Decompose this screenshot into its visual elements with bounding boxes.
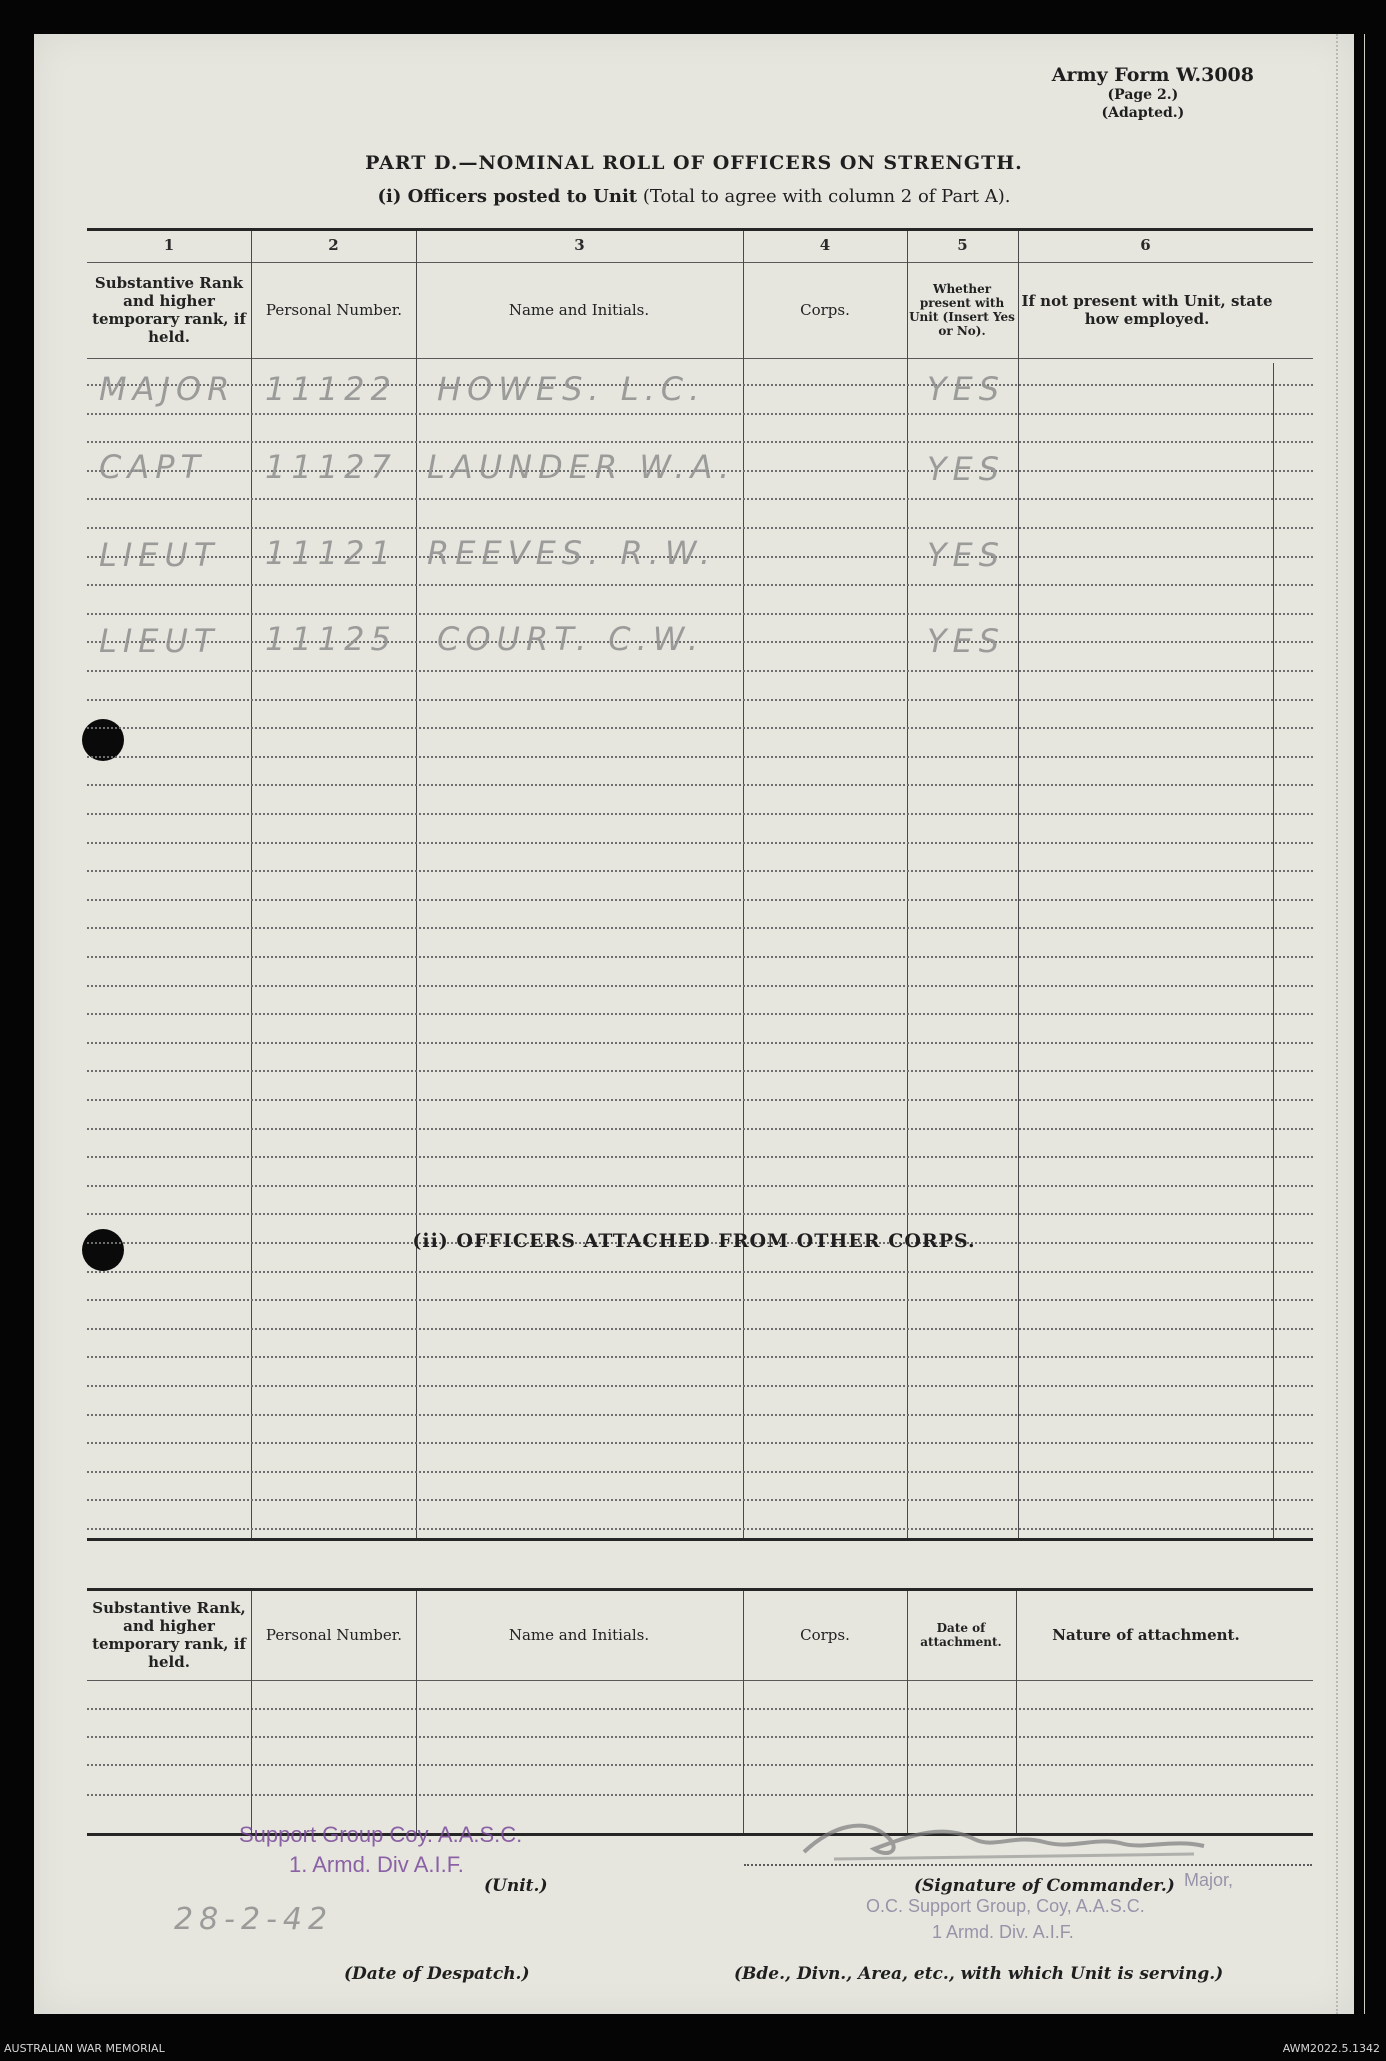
dotted-line-40 (87, 1528, 1313, 1530)
table-bottom-rule (87, 1538, 1313, 1541)
t2-divider-3 (743, 1591, 744, 1833)
col-number-6: 6 (1140, 236, 1151, 254)
dotted-line-38 (87, 1471, 1313, 1473)
dotted-line-19 (87, 927, 1313, 929)
col-divider-1 (251, 231, 252, 1538)
dotted-line-27 (87, 1156, 1313, 1158)
unit-label: (Unit.) (484, 1876, 548, 1896)
col-divider-4 (907, 231, 908, 1538)
row2-name: LAUNDER W.A. (427, 448, 736, 486)
form-page: (Page 2.) (1107, 87, 1179, 103)
row1-rank: MAJOR (99, 370, 236, 408)
row1-present: YES (927, 370, 1006, 408)
dotted-line-2 (87, 441, 1313, 443)
col-number-1: 1 (163, 236, 175, 254)
dotted-line-1 (87, 413, 1313, 415)
form-number: Army Form W.3008 (1051, 64, 1254, 86)
t2-header-personal-number: Personal Number. (265, 1626, 403, 1644)
table2-top-rule (87, 1588, 1313, 1591)
form-sheet (34, 34, 1354, 2014)
t2-divider-1 (251, 1591, 252, 1833)
unit-stamp-line2: 1. Armd. Div A.I.F. (289, 1852, 464, 1877)
dotted-line-14 (87, 784, 1313, 786)
header-corps: Corps. (800, 301, 850, 319)
dotted-line-20 (87, 956, 1313, 958)
dotted-line-10 (87, 670, 1313, 672)
caption-left: AUSTRALIAN WAR MEMORIAL (4, 2042, 165, 2055)
table2-dot-2 (87, 1736, 1313, 1738)
dotted-line-4 (87, 498, 1313, 500)
table-top-rule (87, 228, 1313, 231)
row3-name: REEVES. R.W. (427, 534, 717, 572)
header-employed: If not present with Unit, state how employed. (1021, 292, 1273, 328)
t2-header-nature: Nature of attachment. (1052, 1626, 1240, 1644)
row3-present: YES (927, 536, 1006, 574)
dotted-line-16 (87, 842, 1313, 844)
section-2-title: (ii) OFFICERS ATTACHED FROM OTHER CORPS. (412, 1230, 976, 1252)
table2-dot-1 (87, 1708, 1313, 1710)
dotted-line-28 (87, 1185, 1313, 1187)
t2-header-rank: Substantive Rank, and higher temporary rank, if held. (92, 1599, 246, 1671)
form-reference (1052, 64, 1254, 122)
dotted-line-5 (87, 527, 1313, 529)
dotted-line-39 (87, 1499, 1313, 1501)
col-divider-5 (1018, 231, 1019, 1538)
dotted-line-21 (87, 985, 1313, 987)
row2-rank: CAPT (99, 448, 207, 486)
dotted-line-36 (87, 1414, 1313, 1416)
t2-header-corps: Corps. (800, 1626, 850, 1644)
row4-present: YES (927, 622, 1006, 660)
sub-title (34, 186, 1354, 207)
date-label: (Date of Despatch.) (344, 1964, 530, 1984)
sub-title-bold: (i) Officers posted to Unit (377, 186, 638, 207)
row1-name: HOWES. L.C. (437, 370, 706, 408)
header-rank: Substantive Rank and higher temporary rank, if held. (92, 274, 246, 346)
col-number-4: 4 (819, 236, 831, 254)
dotted-line-34 (87, 1356, 1313, 1358)
signature-label: (Signature of Commander.) (914, 1876, 1175, 1896)
oc-stamp-line2: 1 Armd. Div. A.I.F. (932, 1922, 1074, 1942)
col-divider-3 (743, 231, 744, 1538)
perforation-line (1336, 34, 1340, 2014)
header-present: Whether present with Unit (Insert Yes or No). (909, 282, 1015, 338)
date-of-despatch: 28-2-42 (174, 1902, 334, 1937)
col-divider-2 (416, 231, 417, 1538)
row3-number: 11121 (265, 534, 397, 572)
bde-label: (Bde., Divn., Area, etc., with which Unit is serving.) (734, 1964, 1224, 1984)
dotted-line-23 (87, 1042, 1313, 1044)
oc-stamp-rank: Major, (1184, 1870, 1234, 1890)
header-name: Name and Initials. (508, 301, 650, 319)
table2-dot-4 (87, 1794, 1313, 1796)
dotted-line-29 (87, 1213, 1313, 1215)
dotted-line-15 (87, 813, 1313, 815)
dotted-line-22 (87, 1013, 1313, 1015)
dotted-line-26 (87, 1128, 1313, 1130)
col-number-5: 5 (957, 236, 968, 254)
row4-rank: LIEUT (99, 622, 220, 660)
form-adapted: (Adapted.) (1101, 105, 1185, 121)
header-bottom-rule (87, 358, 1313, 359)
dotted-line-7 (87, 584, 1313, 586)
table2-dot-3 (87, 1764, 1313, 1766)
row3-rank: LIEUT (99, 536, 220, 574)
t2-header-date: Date of attachment. (920, 1621, 1002, 1649)
officers-posted-table (87, 228, 1313, 1548)
dotted-line-13 (87, 756, 1313, 758)
sub-title-rest: (Total to agree with column 2 of Part A). (637, 186, 1011, 207)
row2-number: 11127 (265, 448, 397, 486)
row4-number: 11125 (265, 620, 397, 658)
row2-present: YES (927, 450, 1006, 488)
t2-divider-4 (907, 1591, 908, 1833)
dotted-line-24 (87, 1070, 1313, 1072)
officers-attached-table (87, 1588, 1313, 1838)
dotted-line-17 (87, 870, 1313, 872)
dotted-line-11 (87, 699, 1313, 701)
dotted-line-25 (87, 1099, 1313, 1101)
dotted-line-33 (87, 1328, 1313, 1330)
unit-stamp-line1: Support Group Coy. A.A.S.C. (239, 1822, 523, 1847)
signature-mark (794, 1804, 1214, 1874)
t2-divider-2 (416, 1591, 417, 1833)
oc-stamp-line1: O.C. Support Group, Coy, A.A.S.C. (866, 1896, 1145, 1916)
dotted-line-8 (87, 613, 1313, 615)
part-title: PART D.—NOMINAL ROLL OF OFFICERS ON STRENGTH. (365, 152, 1023, 174)
sheet-edge (1364, 34, 1367, 2014)
row4-name: COURT. C.W. (437, 620, 704, 658)
col-number-3: 3 (574, 236, 585, 254)
dotted-line-37 (87, 1442, 1313, 1444)
dotted-line-32 (87, 1299, 1313, 1301)
dotted-line-12 (87, 727, 1313, 729)
table2-header-rule (87, 1680, 1313, 1681)
header-personal-number: Personal Number. (265, 301, 403, 319)
dotted-line-18 (87, 899, 1313, 901)
caption-right: AWM2022.5.1342 (1282, 2042, 1380, 2055)
number-row-rule (87, 262, 1313, 263)
dotted-line-31 (87, 1271, 1313, 1273)
row1-number: 11122 (265, 370, 397, 408)
dotted-line-35 (87, 1385, 1313, 1387)
t2-divider-5 (1016, 1591, 1017, 1833)
col-number-2: 2 (328, 236, 339, 254)
t2-header-name: Name and Initials. (508, 1626, 650, 1644)
col-divider-right (1273, 363, 1274, 1538)
